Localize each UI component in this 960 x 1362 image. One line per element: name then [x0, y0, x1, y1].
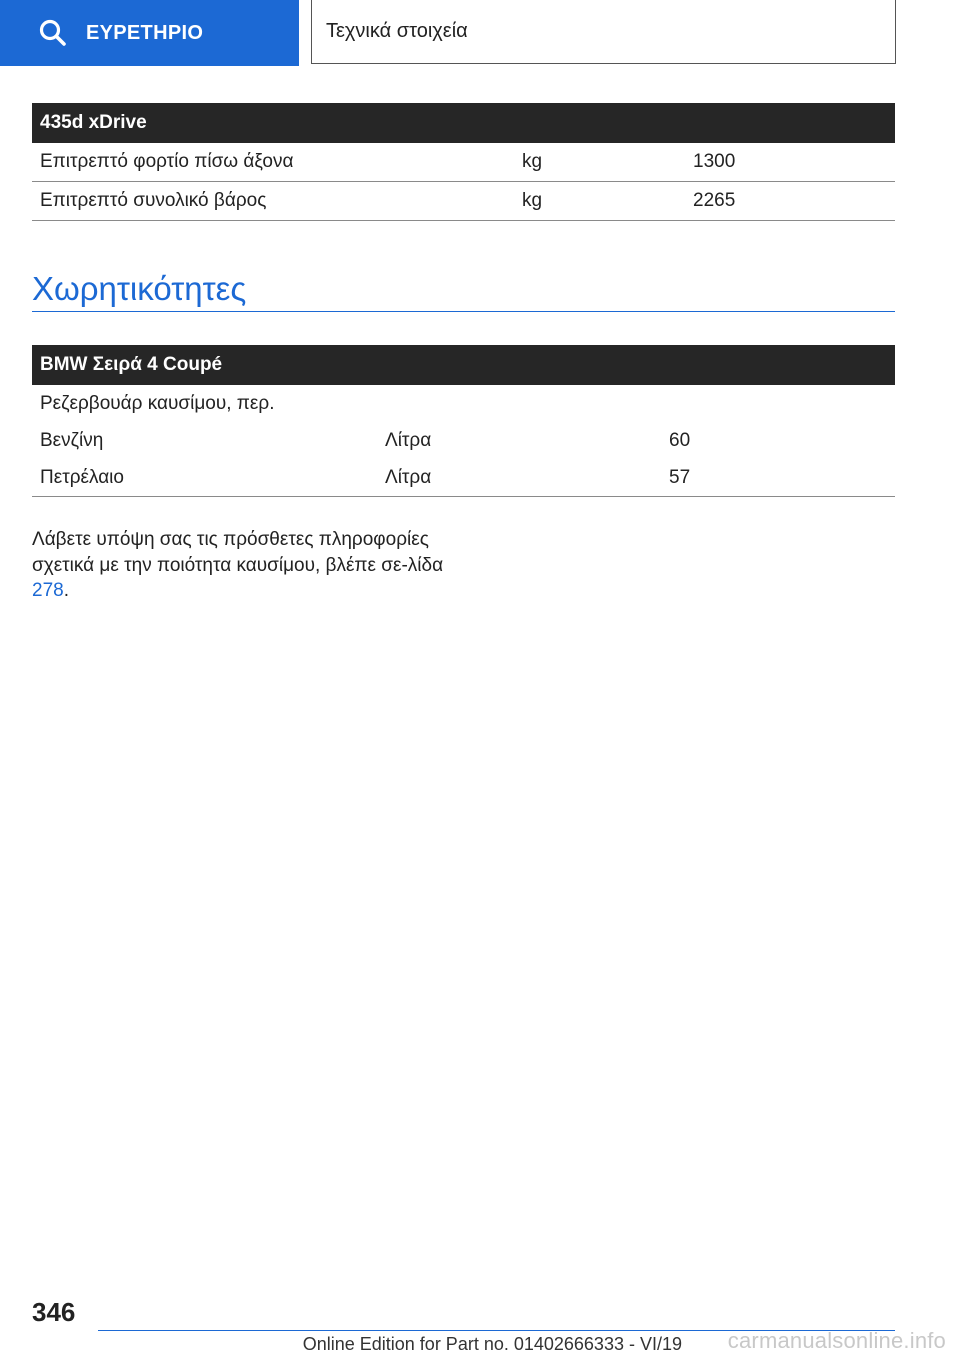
capacity-table [32, 345, 895, 497]
row-label: Βενζίνη [40, 429, 104, 451]
row-label: Επιτρεπτό φορτίο πίσω άξονα [32, 143, 514, 182]
section-heading: Χωρητικότητες [32, 266, 895, 312]
note-text: Λάβετε υπόψη σας τις πρόσθετες πληροφορίες σχετικά με την ποιότητα καυσίμου, βλέπε σε‐λίδα [32, 529, 444, 576]
top-bar [0, 0, 960, 66]
row-label: Επιτρεπτό συνολικό βάρος [32, 182, 514, 221]
edition-text: Online Edition for Part no. 01402666333 - VI/19 [302, 1334, 682, 1354]
table-row [32, 182, 895, 221]
table-header-row [32, 345, 895, 385]
row-value: 1300 [685, 143, 895, 182]
table-row [32, 459, 895, 497]
row-value: 60 [669, 429, 691, 451]
index-button[interactable] [0, 0, 299, 66]
watermark: carmanualsonline.info [727, 1328, 946, 1353]
page-number: 346 [32, 1297, 76, 1327]
table-subtitle: Ρεζερβουάρ καυσίμου, περ. [40, 392, 275, 414]
table-row [32, 143, 895, 182]
row-unit: kg [514, 182, 685, 221]
row-label: Πετρέλαιο [32, 459, 377, 497]
row-unit: kg [514, 143, 685, 182]
table-row [32, 422, 895, 459]
row-unit: Λίτρα [385, 429, 432, 451]
search-icon [38, 18, 68, 48]
table-title: 435d xDrive [32, 103, 895, 143]
note-end: . [63, 580, 69, 601]
table-subheader-row [32, 385, 895, 422]
table-header-row [32, 103, 895, 143]
section-title: Τεχνικά στοιχεία [326, 20, 468, 42]
section-title-box[interactable] [311, 0, 896, 64]
index-button-label: ΕΥΡΕΤΗΡΙΟ [86, 21, 204, 44]
row-value: 57 [661, 459, 895, 497]
row-unit: Λίτρα [377, 459, 661, 497]
weight-table [32, 103, 895, 221]
table-title: BMW Σειρά 4 Coupé [32, 345, 895, 385]
page-link[interactable]: 278 [32, 580, 64, 601]
row-value: 2265 [685, 182, 895, 221]
fuel-note [32, 527, 452, 604]
